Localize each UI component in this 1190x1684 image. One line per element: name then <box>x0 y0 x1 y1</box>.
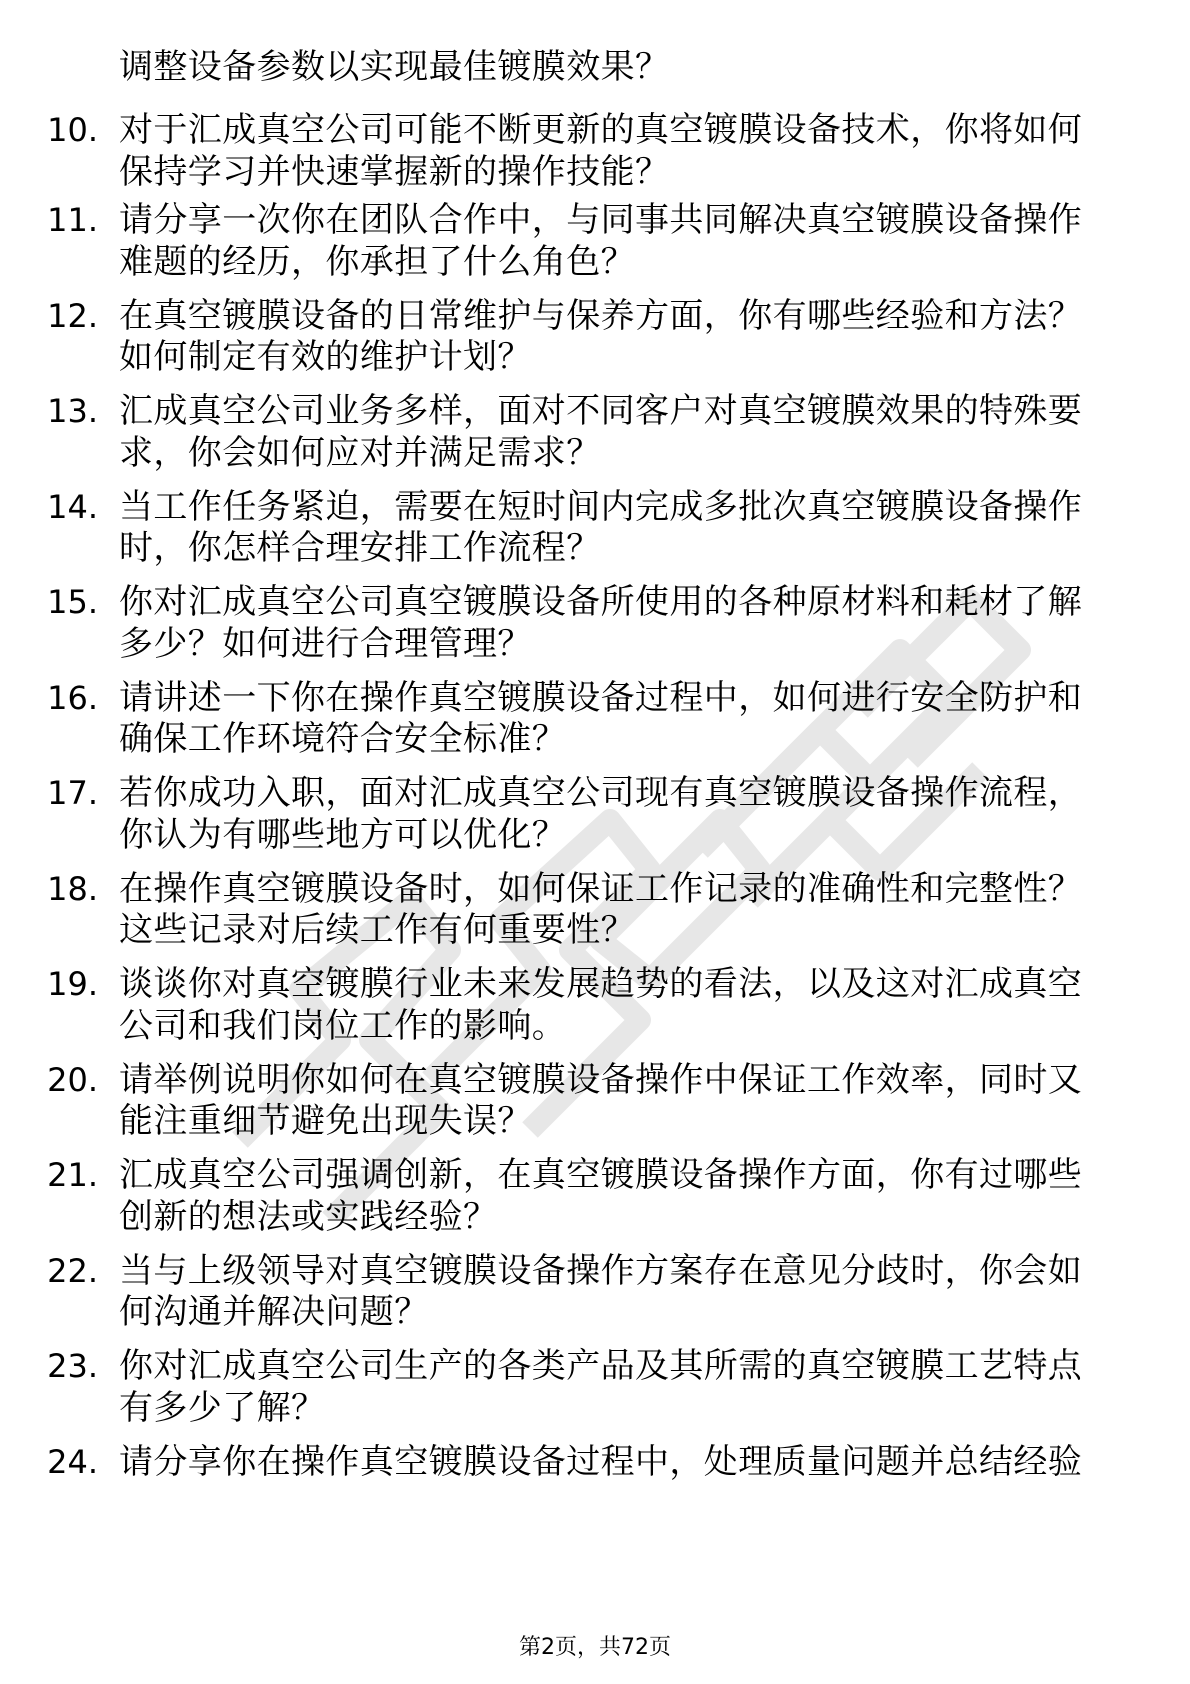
question-number: 13. <box>47 392 98 430</box>
question-text-line: 保持学习并快速掌握新的操作技能？ <box>119 152 670 192</box>
question-number: 21. <box>47 1156 98 1194</box>
question-text-line: 时，你怎样合理安排工作流程？ <box>119 528 601 568</box>
question-number: 17. <box>47 774 98 812</box>
question-text-line: 多少？如何进行合理管理？ <box>119 624 532 664</box>
question-text-line: 你对汇成真空公司真空镀膜设备所使用的各种原材料和耗材了解 <box>119 582 1083 622</box>
question-number: 12. <box>47 297 98 335</box>
question-text-line: 请举例说明你如何在真空镀膜设备操作中保证工作效率，同时又 <box>119 1060 1083 1100</box>
question-number: 18. <box>47 870 98 908</box>
question-number: 24. <box>47 1443 98 1481</box>
question-number: 23. <box>47 1347 98 1385</box>
continuation-text: 调整设备参数以实现最佳镀膜效果？ <box>119 47 670 87</box>
question-text-line: 确保工作环境符合安全标准？ <box>119 719 567 759</box>
question-text-line: 难题的经历，你承担了什么角色？ <box>119 242 635 282</box>
question-text-line: 何沟通并解决问题？ <box>119 1292 429 1332</box>
question-text-line: 你认为有哪些地方可以优化？ <box>119 815 567 855</box>
question-text-line: 你对汇成真空公司生产的各类产品及其所需的真空镀膜工艺特点 <box>119 1346 1083 1386</box>
question-text-line: 请分享你在操作真空镀膜设备过程中，处理质量问题并总结经验 <box>119 1442 1083 1482</box>
question-text-line: 如何制定有效的维护计划？ <box>119 337 532 377</box>
question-number: 22. <box>47 1252 98 1290</box>
question-number: 15. <box>47 583 98 621</box>
question-text-line: 能注重细节避免出现失误？ <box>119 1101 532 1141</box>
question-text-line: 当与上级领导对真空镀膜设备操作方案存在意见分歧时，你会如 <box>119 1251 1083 1291</box>
question-number: 19. <box>47 965 98 1003</box>
question-text-line: 在真空镀膜设备的日常维护与保养方面，你有哪些经验和方法？ <box>119 296 1083 336</box>
question-number: 11. <box>47 201 98 239</box>
question-number: 10. <box>47 111 98 149</box>
question-number: 14. <box>47 488 98 526</box>
question-text-line: 汇成真空公司强调创新，在真空镀膜设备操作方面，你有过哪些 <box>119 1155 1083 1195</box>
question-text-line: 公司和我们岗位工作的影响。 <box>119 1006 567 1046</box>
question-text-line: 求，你会如何应对并满足需求？ <box>119 433 601 473</box>
question-text-line: 汇成真空公司业务多样，面对不同客户对真空镀膜效果的特殊要 <box>119 391 1083 431</box>
question-text-line: 当工作任务紧迫，需要在短时间内完成多批次真空镀膜设备操作 <box>119 487 1083 527</box>
question-text-line: 在操作真空镀膜设备时，如何保证工作记录的准确性和完整性？ <box>119 869 1083 909</box>
question-text-line: 请讲述一下你在操作真空镀膜设备过程中，如何进行安全防护和 <box>119 678 1083 718</box>
question-text-line: 有多少了解？ <box>119 1388 326 1428</box>
question-text-line: 这些记录对后续工作有何重要性？ <box>119 910 635 950</box>
question-number: 20. <box>47 1061 98 1099</box>
question-text-line: 请分享一次你在团队合作中，与同事共同解决真空镀膜设备操作 <box>119 200 1083 240</box>
question-text-line: 对于汇成真空公司可能不断更新的真空镀膜设备技术，你将如何 <box>119 110 1083 150</box>
question-text-line: 若你成功入职，面对汇成真空公司现有真空镀膜设备操作流程， <box>119 773 1083 813</box>
question-text-line: 创新的想法或实践经验？ <box>119 1197 498 1237</box>
question-text-line: 谈谈你对真空镀膜行业未来发展趋势的看法，以及这对汇成真空 <box>119 964 1083 1004</box>
page-footer: 第2页，共72页 <box>519 1635 671 1660</box>
question-number: 16. <box>47 679 98 717</box>
